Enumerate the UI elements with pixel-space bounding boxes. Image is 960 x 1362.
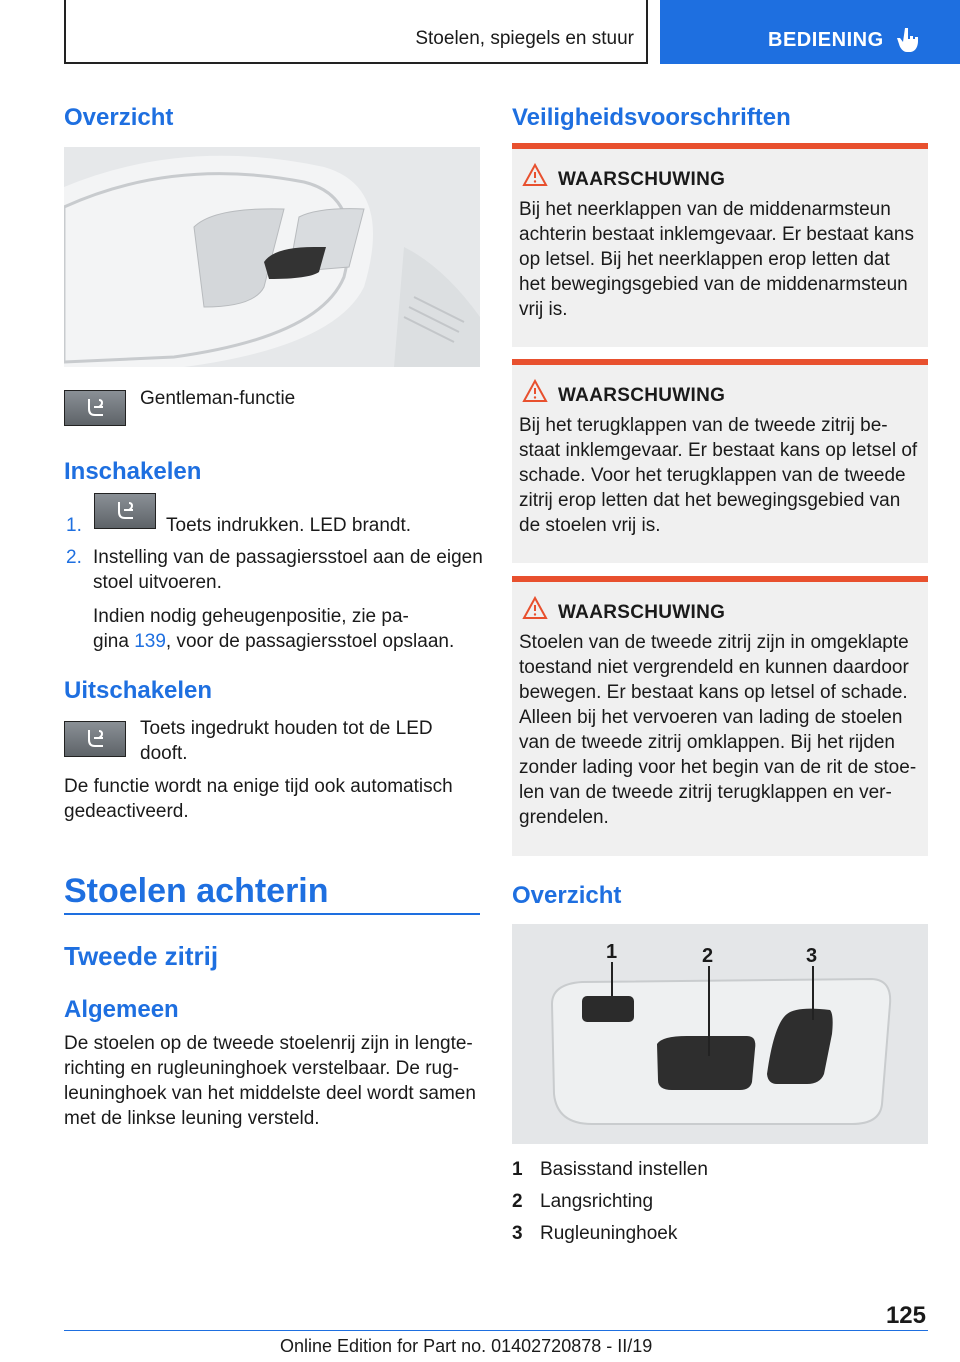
uitschakelen-text: dooft. — [140, 743, 188, 764]
algemeen-text: richting en rugleuninghoek verstelbaar. De rug- — [64, 1058, 460, 1079]
warning-line: Bij het terugklappen van de tweede zitrij be- — [519, 415, 888, 436]
warning-body — [519, 197, 924, 322]
algemeen-text: leuninghoek van het middelste deel wordt samen — [64, 1083, 476, 1104]
door-panel-photo — [64, 147, 480, 367]
warning-line: grendelen. — [519, 807, 609, 828]
warning-title: WAARSCHUWING — [558, 385, 726, 406]
warning-line: zonder lading voor het begin van de rit de stoe- — [519, 757, 917, 778]
legend-number: 2 — [512, 1191, 523, 1212]
legend-number: 3 — [512, 1223, 523, 1244]
chapter-tab[interactable] — [660, 0, 960, 64]
auto-text: gedeactiveerd. — [64, 801, 189, 822]
legend-number: 1 — [512, 1159, 523, 1180]
gentleman-key-icon — [64, 390, 126, 426]
uitschakelen-text: Toets ingedrukt houden tot de LED — [140, 718, 433, 739]
callout-label: 1 — [606, 941, 618, 963]
seat-controls-photo — [512, 924, 928, 1144]
step-note-text: , voor de passagiersstoel opslaan. — [165, 631, 455, 652]
callout-label: 2 — [702, 945, 714, 967]
chapter-label: BEDIENING — [768, 29, 884, 51]
section-divider — [64, 913, 480, 915]
warning-line: van de tweede zitrij omklappen. Bij het rijden — [519, 732, 895, 753]
auto-text: De functie wordt na enige tijd ook automatisch — [64, 776, 453, 797]
warning-bar — [512, 576, 928, 582]
warning-line: Stoelen van de tweede zitrij zijn in omgeklapte — [519, 632, 909, 653]
footer-divider — [64, 1330, 928, 1331]
section-title: Stoelen, spiegels en stuur — [415, 28, 634, 49]
warning-box — [512, 143, 928, 347]
step-number: 2. — [66, 547, 82, 568]
legend-item — [512, 1191, 653, 1213]
inschakelen-heading: Inschakelen — [64, 458, 202, 485]
warning-bar — [512, 359, 928, 365]
warning-line: len van de tweede zitrij terugklappen en ver- — [519, 782, 892, 803]
warning-bar — [512, 143, 928, 149]
warning-line: Bij het neerklappen van de middenarmsteun — [519, 199, 891, 220]
warning-line: Alleen bij het vervoeren van lading de stoelen — [519, 707, 903, 728]
overzicht-heading-right: Overzicht — [512, 882, 622, 909]
warning-line: zitrij erop letten dat het bewegingsgebied van — [519, 490, 901, 511]
legend-text: Rugleuninghoek — [540, 1223, 678, 1244]
uitschakelen-heading: Uitschakelen — [64, 677, 213, 704]
step-note — [93, 629, 454, 654]
gentleman-label: Gentleman-functie — [140, 388, 296, 409]
warning-body — [519, 413, 924, 538]
warning-box — [512, 576, 928, 856]
warning-line: staat inklemgevaar. Er bestaat kans op letsel of — [519, 440, 918, 461]
gentleman-key-icon — [94, 493, 156, 529]
tweede-zitrij-heading: Tweede zitrij — [64, 941, 219, 971]
legend-item — [512, 1159, 708, 1181]
warning-line: bewegen. Er bestaat kans op letsel of schade. — [519, 682, 908, 703]
warning-body — [519, 630, 924, 830]
overzicht-heading-left: Overzicht — [64, 104, 174, 131]
step-text: Toets indrukken. LED brandt. — [166, 515, 412, 536]
step-note: Indien nodig geheugenpositie, zie pa- — [93, 606, 409, 627]
step-note-text: gina — [93, 631, 135, 652]
step-text: Instelling van de passagiersstoel aan de eigen — [93, 547, 483, 568]
step-text: stoel uitvoeren. — [93, 572, 222, 593]
edition-text: Online Edition for Part no. 01402720878 - II/19 — [280, 1336, 653, 1356]
hand-pointer-icon — [896, 26, 922, 54]
page-link[interactable]: 139 — [134, 631, 166, 652]
step-number: 1. — [66, 515, 82, 536]
algemeen-text: met de linkse leuning versteld. — [64, 1108, 320, 1129]
gentleman-key-icon — [64, 721, 126, 757]
warning-line: de stoelen vrij is. — [519, 515, 661, 536]
veiligheid-heading: Veiligheidsvoorschriften — [512, 104, 791, 131]
warning-box — [512, 359, 928, 563]
warning-title: WAARSCHUWING — [558, 169, 726, 190]
warning-line: op letsel. Bij het neerklappen erop letten dat — [519, 249, 890, 270]
warning-line: het bewegingsgebied van de middenarmsteun — [519, 274, 908, 295]
warning-line: toestand niet vergrendeld en kunnen daardoor — [519, 657, 909, 678]
callout-label: 3 — [806, 945, 818, 967]
legend-text: Basisstand instellen — [540, 1159, 708, 1180]
header-frame — [64, 0, 648, 64]
warning-line: achterin bestaat inklemgevaar. Er bestaat kans — [519, 224, 915, 245]
warning-line: vrij is. — [519, 299, 568, 320]
warning-triangle-icon — [522, 163, 548, 187]
warning-title: WAARSCHUWING — [558, 602, 726, 623]
stoelen-achterin-heading: Stoelen achterin — [64, 872, 329, 910]
legend-item — [512, 1223, 677, 1245]
warning-line: schade. Voor het terugklappen van de tweede — [519, 465, 906, 486]
algemeen-text: De stoelen op de tweede stoelenrij zijn in lengte- — [64, 1033, 473, 1054]
algemeen-heading: Algemeen — [64, 996, 179, 1023]
legend-text: Langsrichting — [540, 1191, 654, 1212]
page-number: 125 — [885, 1302, 926, 1329]
warning-triangle-icon — [522, 596, 548, 620]
warning-triangle-icon — [522, 379, 548, 403]
